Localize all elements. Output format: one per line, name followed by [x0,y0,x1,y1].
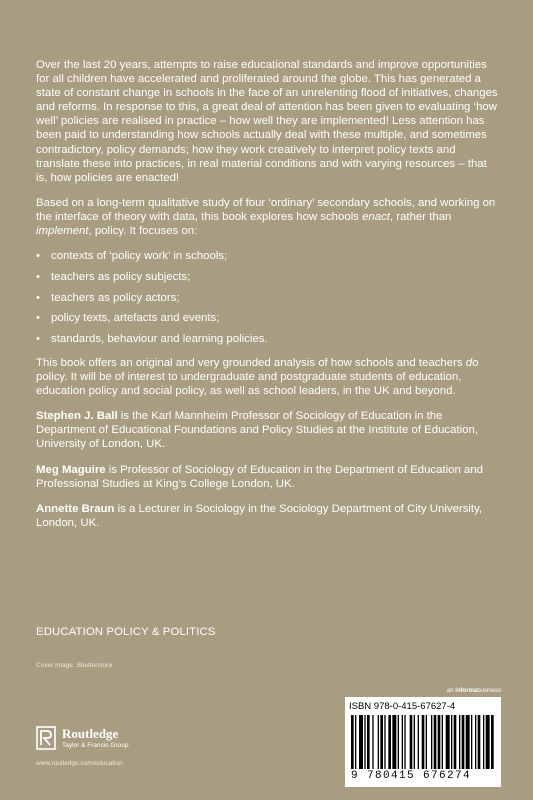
list-item: • teachers as policy actors; [36,291,180,304]
series-title: EDUCATION POLICY & POLITICS [36,626,216,638]
author-name: Stephen J. Ball [36,410,118,423]
barcode-panel [345,697,501,787]
study-paragraph: Based on a long-term qualitative study of four ‘ordinary’ secondary schools, and working on the interface of theory with data, this book explores how schools enact, rather than implement, policy. It focuses on: [36,196,496,238]
barcode-number: 9 780415 676274 [351,770,472,782]
cover-credit: Cover image: Shutterstock [36,662,113,669]
list-item: • contexts of ‘policy work’ in schools; [36,250,228,263]
bullet-icon: • [36,332,40,345]
author-bio-maguire: Meg Maguire is Professor of Sociology of Education in the Department of Education and Professional Studies at King’s College London, UK. [36,463,484,490]
bullet-icon: • [36,270,40,283]
intro-paragraph: Over the last 20 years, attempts to raise educational standards and improve opportunities for all children have accelerated and proliferated around the globe. This has generated a state of constant change in schools in the face of an unrelenting flood of initiatives, changes and reforms. In response to this, a great deal of attention has been given to evaluating ‘how well’ policies are realised in practice – how well they are implemented! Less attention has been paid to understanding how schools actually deal with these multiple, and sometimes contradictory, policy demands; how they work creatively to interpret policy texts and translate these into practices, in real material conditions and with varying resources – that is, how policies are enacted! [36,59,498,184]
author-bio-ball: Stephen J. Ball is the Karl Mannheim Professor of Sociology of Education in the Department of Educational Foundations and Policy Studies at the Institute of Education, University of London, UK. [36,410,478,451]
author-name: Annette Braun [36,502,115,515]
publisher-website: www.routledge.com/education [36,760,123,767]
offer-paragraph: This book offers an original and very grounded analysis of how schools and teachers do policy. It will be of interest to undergraduate and postgraduate students of education, education policy and social policy, as well as school leaders, in the UK and beyond. [36,356,479,398]
bullet-icon: • [36,291,40,304]
routledge-logo-icon [36,726,56,750]
back-cover-text [36,58,501,541]
author-name: Meg Maguire [36,463,106,476]
list-item: • standards, behaviour and learning policies. [36,332,268,345]
bullet-icon: • [36,250,40,263]
barcode-icon [351,715,495,769]
publisher-logo [36,726,176,756]
publisher-name: Routledge [62,726,119,741]
list-item: • policy texts, artefacts and events; [36,312,220,325]
isbn-label: ISBN 978-0-415-67627-4 [349,701,456,712]
publisher-group: Taylor & Francis Group [62,742,129,749]
list-item: • teachers as policy subjects; [36,270,191,283]
author-bio-braun: Annette Braun is a Lecturer in Sociology in the Sociology Department of City University, London, UK. [36,502,483,529]
focus-list [36,249,501,346]
informa-tag: an informabusiness [446,688,501,694]
bullet-icon: • [36,312,40,325]
